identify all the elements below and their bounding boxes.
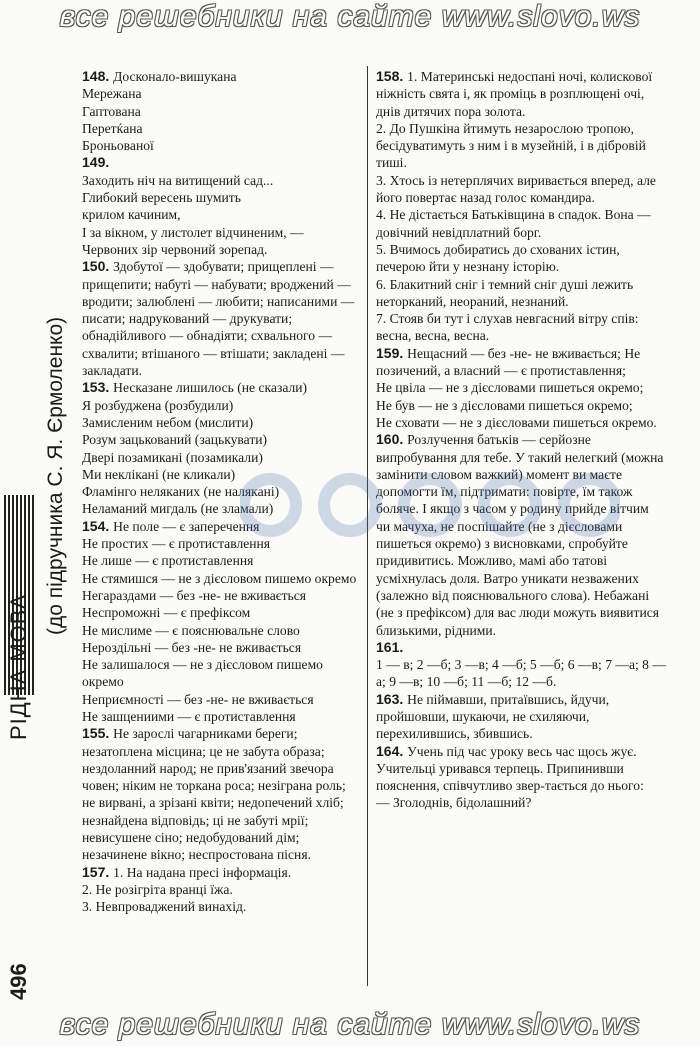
text-content: Розум зацькований (зацькувати): [82, 432, 268, 448]
text-line: [82, 189, 357, 206]
text-content: Не залишалося — не з дієсловом пишемо окремо: [82, 657, 323, 690]
banner-top: все решебники на сайте www.slovo.ws: [59, 0, 641, 33]
text-content: Двері позамикані (позамикали): [82, 449, 263, 465]
text-content: Не мислиме — є пояснювальне слово: [82, 622, 300, 638]
text-line: [82, 103, 357, 120]
text-content: Замисленим небом (мислити): [82, 414, 254, 430]
text-content: Не поле — є заперечення: [113, 518, 260, 534]
text-content: Не сховати — не з дієсловами пишеться окремо.: [376, 414, 657, 430]
banner-bottom: все решебники на сайте www.slovo.ws: [59, 1008, 641, 1041]
book-title: РІДНА МОВА: [6, 593, 31, 740]
text-line: [82, 258, 357, 379]
text-content: Заходить ніч на витищений сад...: [82, 172, 274, 188]
text-line: [82, 449, 357, 466]
text-line: [82, 622, 357, 639]
text-content: Перетќана: [82, 120, 143, 136]
text-content: Глибокий вересень шумить: [82, 190, 241, 206]
text-line: [82, 154, 357, 171]
text-line: [82, 137, 357, 154]
text-line: [376, 639, 666, 656]
text-content: Не простих — є протиставлення: [82, 536, 271, 552]
text-line: [82, 224, 357, 241]
text-content: Не зашцениими — є протиставлення: [82, 708, 296, 724]
text-line: [376, 68, 666, 120]
text-line: [82, 535, 357, 552]
text-line: [82, 656, 357, 691]
text-content: Неспроможні — є префіксом: [82, 605, 251, 621]
text-content: Мережана: [82, 86, 142, 102]
text-line: [376, 206, 666, 241]
text-content: Неламаний мигдаль (не зламали): [82, 501, 274, 517]
right-column: [376, 68, 666, 812]
text-line: [82, 397, 357, 414]
text-line: [82, 570, 357, 587]
exercise-number: 161.: [376, 638, 404, 655]
column-divider: [367, 66, 368, 986]
exercise-number: 149.: [82, 154, 110, 171]
text-content: 5. Вчимось добиратись до схованих істин, печерою йти у незнану історію.: [376, 241, 620, 275]
text-content: 2. Не розігріта вранці їжа.: [82, 881, 233, 897]
text-line: [82, 241, 357, 258]
text-content: Досконало-вишукана: [113, 69, 237, 84]
text-line: [82, 120, 357, 137]
exercise-number: 153.: [82, 379, 114, 396]
text-line: [82, 639, 357, 656]
text-line: [82, 604, 357, 621]
text-content: Гаптована: [82, 103, 141, 119]
text-content: Розлучення батьків — серйозне випробування для тебе. У такий нелегкий (можна замінити словом важкий) момент ви маєте допомогти їм, підтримати: повірте, їм також боляче. І якщо з часом у родину прийде вітчим чи мачуха, не поспішайте (не з дієсловами пишеться окремо) з висновками, спробуйте придивитись. Можливо, мамі або татові усміхнулась доля. Ватро уникати незважених (залежно від пояснювального слова). Небажані (не з префіксом) для вас люди можуть виявитися близькими, рідними.: [376, 432, 664, 638]
text-content: Нещасний — без -не- не вживається; Не позичений, а власний — є протиставлення;: [376, 345, 641, 379]
exercise-number: 157.: [82, 863, 114, 880]
text-line: [376, 431, 666, 639]
text-line: [376, 172, 666, 207]
text-content: Не лише — є протиставлення: [82, 553, 254, 569]
text-line: [82, 552, 357, 569]
text-line: [376, 414, 666, 431]
text-line: [82, 466, 357, 483]
text-line: [376, 656, 666, 691]
text-line: [376, 241, 666, 276]
text-content: Неприємності — без -не- не вживається: [82, 691, 314, 707]
text-content: Здобутої — здобувати; прищеплені — прищепити; набуті — набувати; вроджений — вродити; залюблені — любити; написаними — писати; надрукований — друкувати; обнадійливого — обнадіяти; схвального — схвалити; втішаного — втішати; закладені — закладати.: [82, 259, 355, 379]
text-line: [376, 743, 666, 795]
text-line: [82, 431, 357, 448]
exercise-number: 155.: [82, 725, 114, 742]
text-content: 6. Блакитний сніг і темний сніг душі лежить неторканий, неораний, незнаний.: [376, 276, 634, 309]
text-content: Не піймавши, притаївшись, йдучи, пройшовши, шукаючи, не схиляючи, перехилившись, збившись.: [376, 691, 610, 742]
text-content: 7. Стояв би тут і слухав невгасний вітру спів: весна, весна, весна.: [376, 311, 639, 344]
text-line: [82, 414, 357, 431]
exercise-number: 164.: [376, 742, 408, 759]
left-column: [82, 68, 357, 916]
text-content: І за вікном, у листолет відчиненим, —: [82, 224, 304, 240]
text-content: 3. Хтось із нетерплячих виривається вперед, але його повертає назад голос командира.: [376, 172, 656, 206]
text-line: [376, 310, 666, 345]
text-line: [376, 276, 666, 311]
text-content: Червоних зір червоний зорепад.: [82, 241, 268, 257]
text-content: Несказане лишилось (не сказали): [113, 380, 308, 396]
text-line: [376, 345, 666, 380]
text-content: Не зарослі чагарниками береги; незатоплена місцина; це не забута образа; нездоланний народ; не прив'язаний звечора човен; ніким не торкана роса; незіграна роль; не вирвані, а зрізані квіти; недопечений хліб; незнайдена відповідь; ці не забуті мрії; невисушене сіно; недобудований дім; незачинене вікно; неспростована пісня.: [82, 726, 346, 863]
text-content: Ми неклікані (не кликали): [82, 466, 236, 482]
text-line: [82, 379, 357, 396]
text-line: [376, 794, 666, 811]
text-line: [82, 881, 357, 898]
text-line: [376, 120, 666, 172]
text-line: [82, 691, 357, 708]
text-line: [82, 725, 357, 863]
text-line: [82, 68, 357, 85]
text-line: [376, 379, 666, 396]
text-line: [82, 898, 357, 915]
exercise-number: 159.: [376, 344, 408, 361]
text-content: Нероздільні — без -не- не вживається: [82, 639, 302, 655]
text-line: [376, 691, 666, 743]
text-content: Не стямишся — не з дієсловом пишемо окремо: [82, 570, 357, 586]
text-content: крилом качиним,: [82, 207, 181, 223]
text-line: [82, 483, 357, 500]
text-content: 1. Материнські недоспані ночі, колискової ніжність свята і, як проміць в розплющені очі, днів дитячих пора золота.: [376, 69, 653, 119]
exercise-number: 160.: [376, 431, 408, 448]
text-content: 1 — в; 2 —б; 3 —в; 4 —б; 5 —б; 6 —в; 7 —а; 8 —а; 9 —в; 10 —б; 11 —б; 12 —б.: [376, 657, 666, 690]
exercise-number: 154.: [82, 517, 114, 534]
text-line: [82, 206, 357, 223]
sidebar: [0, 40, 78, 1000]
text-content: Броньованої: [82, 138, 154, 154]
text-line: [82, 708, 357, 725]
text-content: Не цвіла — не з дієсловами пишеться окремо;: [376, 380, 644, 396]
page-number: 496: [6, 963, 31, 1000]
text-content: 2. До Пушкіна йтимуть незарослою тропою, бесідуватимуть з ним і в музейній, і в дібровій тиші.: [376, 120, 646, 171]
text-content: Негараздами — без -не- не вживається: [82, 587, 307, 603]
text-content: Не був — не з дієсловами пишеться окремо;: [376, 397, 633, 413]
text-content: — Зголоднів, бідолашний?: [376, 795, 532, 811]
text-line: [82, 172, 357, 189]
text-content: Я розбуджена (розбудили): [82, 397, 234, 413]
textbook-subtitle: (до підручника С. Я. Єрмоленко): [44, 316, 67, 635]
exercise-number: 163.: [376, 690, 408, 707]
exercise-number: 148.: [82, 68, 114, 84]
text-line: [376, 397, 666, 414]
text-line: [82, 518, 357, 535]
text-line: [82, 500, 357, 517]
text-content: 1. На надана пресі інформація.: [113, 864, 292, 880]
text-line: [82, 587, 357, 604]
text-content: 4. Не дістається Батьківщина в спадок. Вона — довічний невідплатний борг.: [376, 207, 651, 240]
text-content: 3. Невпроваджений винахід.: [82, 899, 247, 915]
exercise-number: 158.: [376, 68, 408, 84]
text-line: [82, 85, 357, 102]
text-line: [82, 864, 357, 881]
text-content: Учень під час уроку весь час щось жує. Учительці уривався терпець. Припинивши пояснення, співчутливо звер-тається до нього:: [376, 743, 644, 794]
exercise-number: 150.: [82, 258, 114, 275]
text-content: Фламінго неляканих (не налякані): [82, 484, 280, 500]
